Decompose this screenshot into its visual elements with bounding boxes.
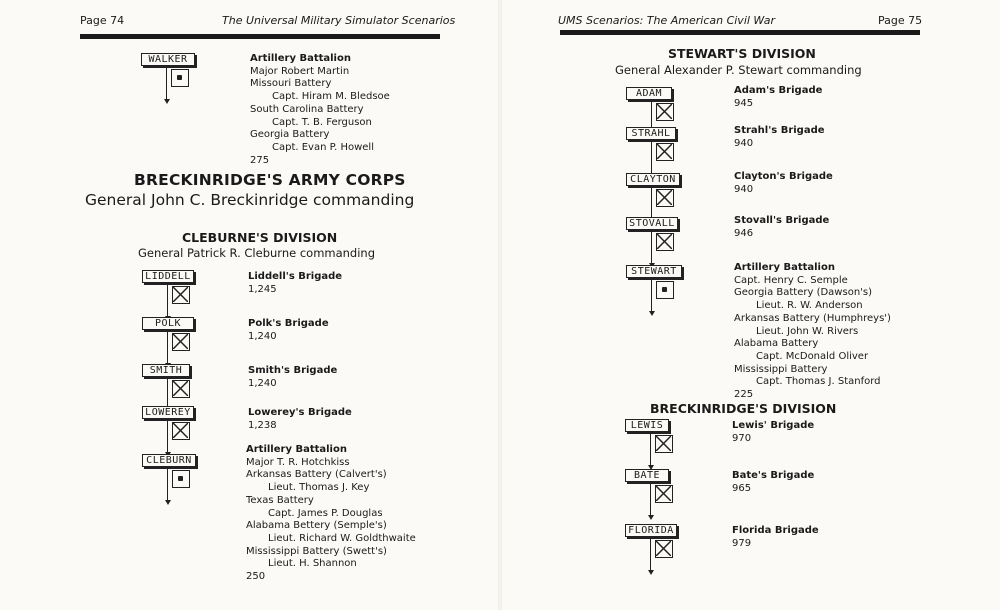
left-running-title: The Universal Military Simulator Scenarios	[222, 14, 456, 27]
cleburn-roster-line: Lieut. Thomas J. Key	[268, 482, 370, 494]
smith-counter-label: SMITH	[142, 364, 190, 377]
stewart-roster-line: Georgia Battery (Dawson's)	[734, 287, 873, 299]
infantry-symbol-icon	[655, 435, 673, 453]
walker-counter-arrow	[164, 99, 170, 104]
lowerey-entry	[248, 407, 352, 432]
left-page-number: Page 74	[80, 14, 125, 27]
lowerey-counter-label: LOWEREY	[142, 406, 194, 419]
strahl-counter-label: STRAHL	[626, 127, 676, 140]
cleburn-counter-stem	[167, 466, 168, 502]
stewart-roster-line: Capt. Thomas J. Stanford	[756, 376, 881, 388]
infantry-symbol-icon	[172, 422, 190, 440]
cleburne-division-title: CLEBURNE'S DIVISION	[182, 230, 338, 245]
strahl-brigade-name: Strahl's Brigade	[734, 125, 825, 136]
cleburn-roster-line: 250	[246, 571, 266, 583]
cleburne-division-subtitle: General Patrick R. Cleburne commanding	[138, 246, 376, 260]
polk-counter-label: POLK	[142, 317, 194, 330]
right-running-title: UMS Scenarios: The American Civil War	[558, 14, 775, 27]
smith-brigade-name: Smith's Brigade	[248, 365, 338, 376]
bate-counter-stem	[650, 481, 651, 517]
infantry-symbol-icon	[655, 485, 673, 503]
right-page-number: Page 75	[878, 14, 923, 27]
polk-brigade-name: Polk's Brigade	[248, 318, 329, 329]
right-page	[500, 0, 1000, 610]
cleburn-roster	[246, 444, 416, 584]
florida-strength: 979	[732, 537, 752, 549]
stewart-roster-line: Alabama Battery	[734, 338, 819, 350]
stewart-counter-label: STEWART	[626, 265, 682, 278]
bate-counter-arrow	[648, 515, 654, 520]
lowerey-counter-stem	[167, 418, 168, 454]
artillery-symbol-icon	[656, 281, 674, 299]
artillery-symbol-icon	[172, 470, 190, 488]
florida-entry	[732, 525, 819, 550]
stovall-strength: 946	[734, 227, 754, 239]
adam-brigade-name: Adam's Brigade	[734, 85, 823, 96]
stovall-counter-stem	[651, 229, 652, 265]
stovall-entry	[734, 215, 829, 240]
liddell-strength: 1,245	[248, 283, 277, 295]
stewart-counter-arrow	[649, 311, 655, 316]
corps-subtitle: General John C. Breckinridge commanding	[85, 191, 415, 209]
stewart-roster	[734, 262, 891, 402]
cleburn-roster-line: Artillery Battalion	[246, 444, 347, 455]
walker-roster-line: Missouri Battery	[250, 78, 332, 90]
cleburn-roster-line: Mississippi Battery (Swett's)	[246, 545, 387, 557]
stewart-division-title: STEWART'S DIVISION	[668, 46, 816, 61]
cleburn-roster-line: Alabama Bettery (Semple's)	[246, 520, 387, 532]
strahl-entry	[734, 125, 825, 150]
walker-counter-label: WALKER	[141, 53, 195, 66]
walker-roster-line: Capt. T. B. Ferguson	[272, 116, 372, 128]
cleburn-roster-line: Lieut. Richard W. Goldthwaite	[268, 532, 416, 544]
bate-counter-label: BATE	[625, 469, 669, 482]
clayton-counter-label: CLAYTON	[626, 173, 680, 186]
cleburn-roster-line: Capt. James P. Douglas	[268, 507, 383, 519]
stewart-roster-line: Artillery Battalion	[734, 262, 835, 273]
stewart-roster-line: Capt. Henry C. Semple	[734, 274, 848, 286]
walker-roster-line: Capt. Evan P. Howell	[272, 141, 374, 153]
breckinridge-division-title: BRECKINRIDGE'S DIVISION	[650, 401, 837, 416]
artillery-dot-icon	[662, 287, 667, 292]
polk-counter-stem	[167, 329, 168, 365]
lewis-entry	[732, 420, 814, 445]
liddell-entry	[248, 271, 342, 296]
lewis-counter-stem	[650, 431, 651, 467]
polk-entry	[248, 318, 329, 343]
infantry-symbol-icon	[656, 233, 674, 251]
stewart-division-subtitle: General Alexander P. Stewart commanding	[615, 63, 862, 77]
cleburn-counter-label: CLEBURN	[142, 454, 196, 467]
cleburn-roster-line: Texas Battery	[246, 494, 314, 506]
lowerey-strength: 1,238	[248, 419, 277, 431]
clayton-entry	[734, 171, 833, 196]
adam-strength: 945	[734, 97, 754, 109]
cleburn-roster-line: Arkansas Battery (Calvert's)	[246, 469, 387, 481]
strahl-counter-stem	[651, 139, 652, 175]
cleburn-roster-line: Lieut. H. Shannon	[268, 558, 357, 570]
lewis-brigade-name: Lewis' Brigade	[732, 420, 815, 431]
stewart-roster-line: Capt. McDonald Oliver	[756, 350, 869, 362]
lewis-strength: 970	[732, 432, 752, 444]
walker-roster	[250, 53, 390, 167]
walker-roster-line: Major Robert Martin	[250, 65, 350, 77]
polk-strength: 1,240	[248, 330, 277, 342]
adam-counter-label: ADAM	[626, 87, 672, 100]
cleburn-counter-arrow	[165, 500, 171, 505]
stewart-roster-line: Arkansas Battery (Humphreys')	[734, 312, 891, 324]
walker-roster-line: 275	[250, 154, 270, 166]
clayton-strength: 940	[734, 183, 754, 195]
infantry-symbol-icon	[655, 540, 673, 558]
florida-counter-stem	[650, 536, 651, 572]
smith-entry	[248, 365, 337, 390]
smith-strength: 1,240	[248, 377, 277, 389]
stewart-roster-line: Mississippi Battery	[734, 363, 828, 375]
liddell-brigade-name: Liddell's Brigade	[248, 271, 343, 282]
walker-roster-line: Capt. Hiram M. Bledsoe	[272, 91, 390, 103]
florida-brigade-name: Florida Brigade	[732, 525, 819, 536]
infantry-symbol-icon	[172, 380, 190, 398]
infantry-symbol-icon	[656, 143, 674, 161]
stovall-brigade-name: Stovall's Brigade	[734, 215, 830, 226]
clayton-counter-stem	[651, 185, 652, 221]
stovall-counter-label: STOVALL	[626, 217, 678, 230]
walker-counter-stem	[166, 65, 167, 101]
stewart-roster-line: Lieut. R. W. Anderson	[756, 300, 863, 312]
walker-roster-line: Georgia Battery	[250, 129, 330, 141]
liddell-counter-label: LIDDELL	[142, 270, 194, 283]
infantry-symbol-icon	[172, 333, 190, 351]
clayton-brigade-name: Clayton's Brigade	[734, 171, 833, 182]
stewart-roster-line: Lieut. John W. Rivers	[756, 325, 859, 337]
corps-title: BRECKINRIDGE'S ARMY CORPS	[134, 171, 406, 189]
artillery-dot-icon	[177, 75, 182, 80]
bate-entry	[732, 470, 814, 495]
stewart-counter-stem	[651, 277, 652, 313]
stewart-roster-line: 225	[734, 389, 754, 401]
lowerey-brigade-name: Lowerey's Brigade	[248, 407, 352, 418]
right-header-rule	[560, 30, 920, 35]
cleburn-roster-line: Major T. R. Hotchkiss	[246, 456, 350, 468]
infantry-symbol-icon	[656, 189, 674, 207]
lewis-counter-label: LEWIS	[625, 419, 669, 432]
adam-entry	[734, 85, 822, 110]
left-header-rule	[80, 34, 440, 39]
artillery-dot-icon	[178, 476, 183, 481]
florida-counter-label: FLORIDA	[625, 524, 677, 537]
walker-roster-line: Artillery Battalion	[250, 53, 351, 64]
liddell-counter-stem	[167, 282, 168, 318]
artillery-symbol-icon	[171, 69, 189, 87]
walker-roster-line: South Carolina Battery	[250, 103, 364, 115]
bate-brigade-name: Bate's Brigade	[732, 470, 815, 481]
bate-strength: 965	[732, 482, 752, 494]
strahl-strength: 940	[734, 137, 754, 149]
infantry-symbol-icon	[172, 286, 190, 304]
florida-counter-arrow	[648, 570, 654, 575]
infantry-symbol-icon	[656, 103, 674, 121]
